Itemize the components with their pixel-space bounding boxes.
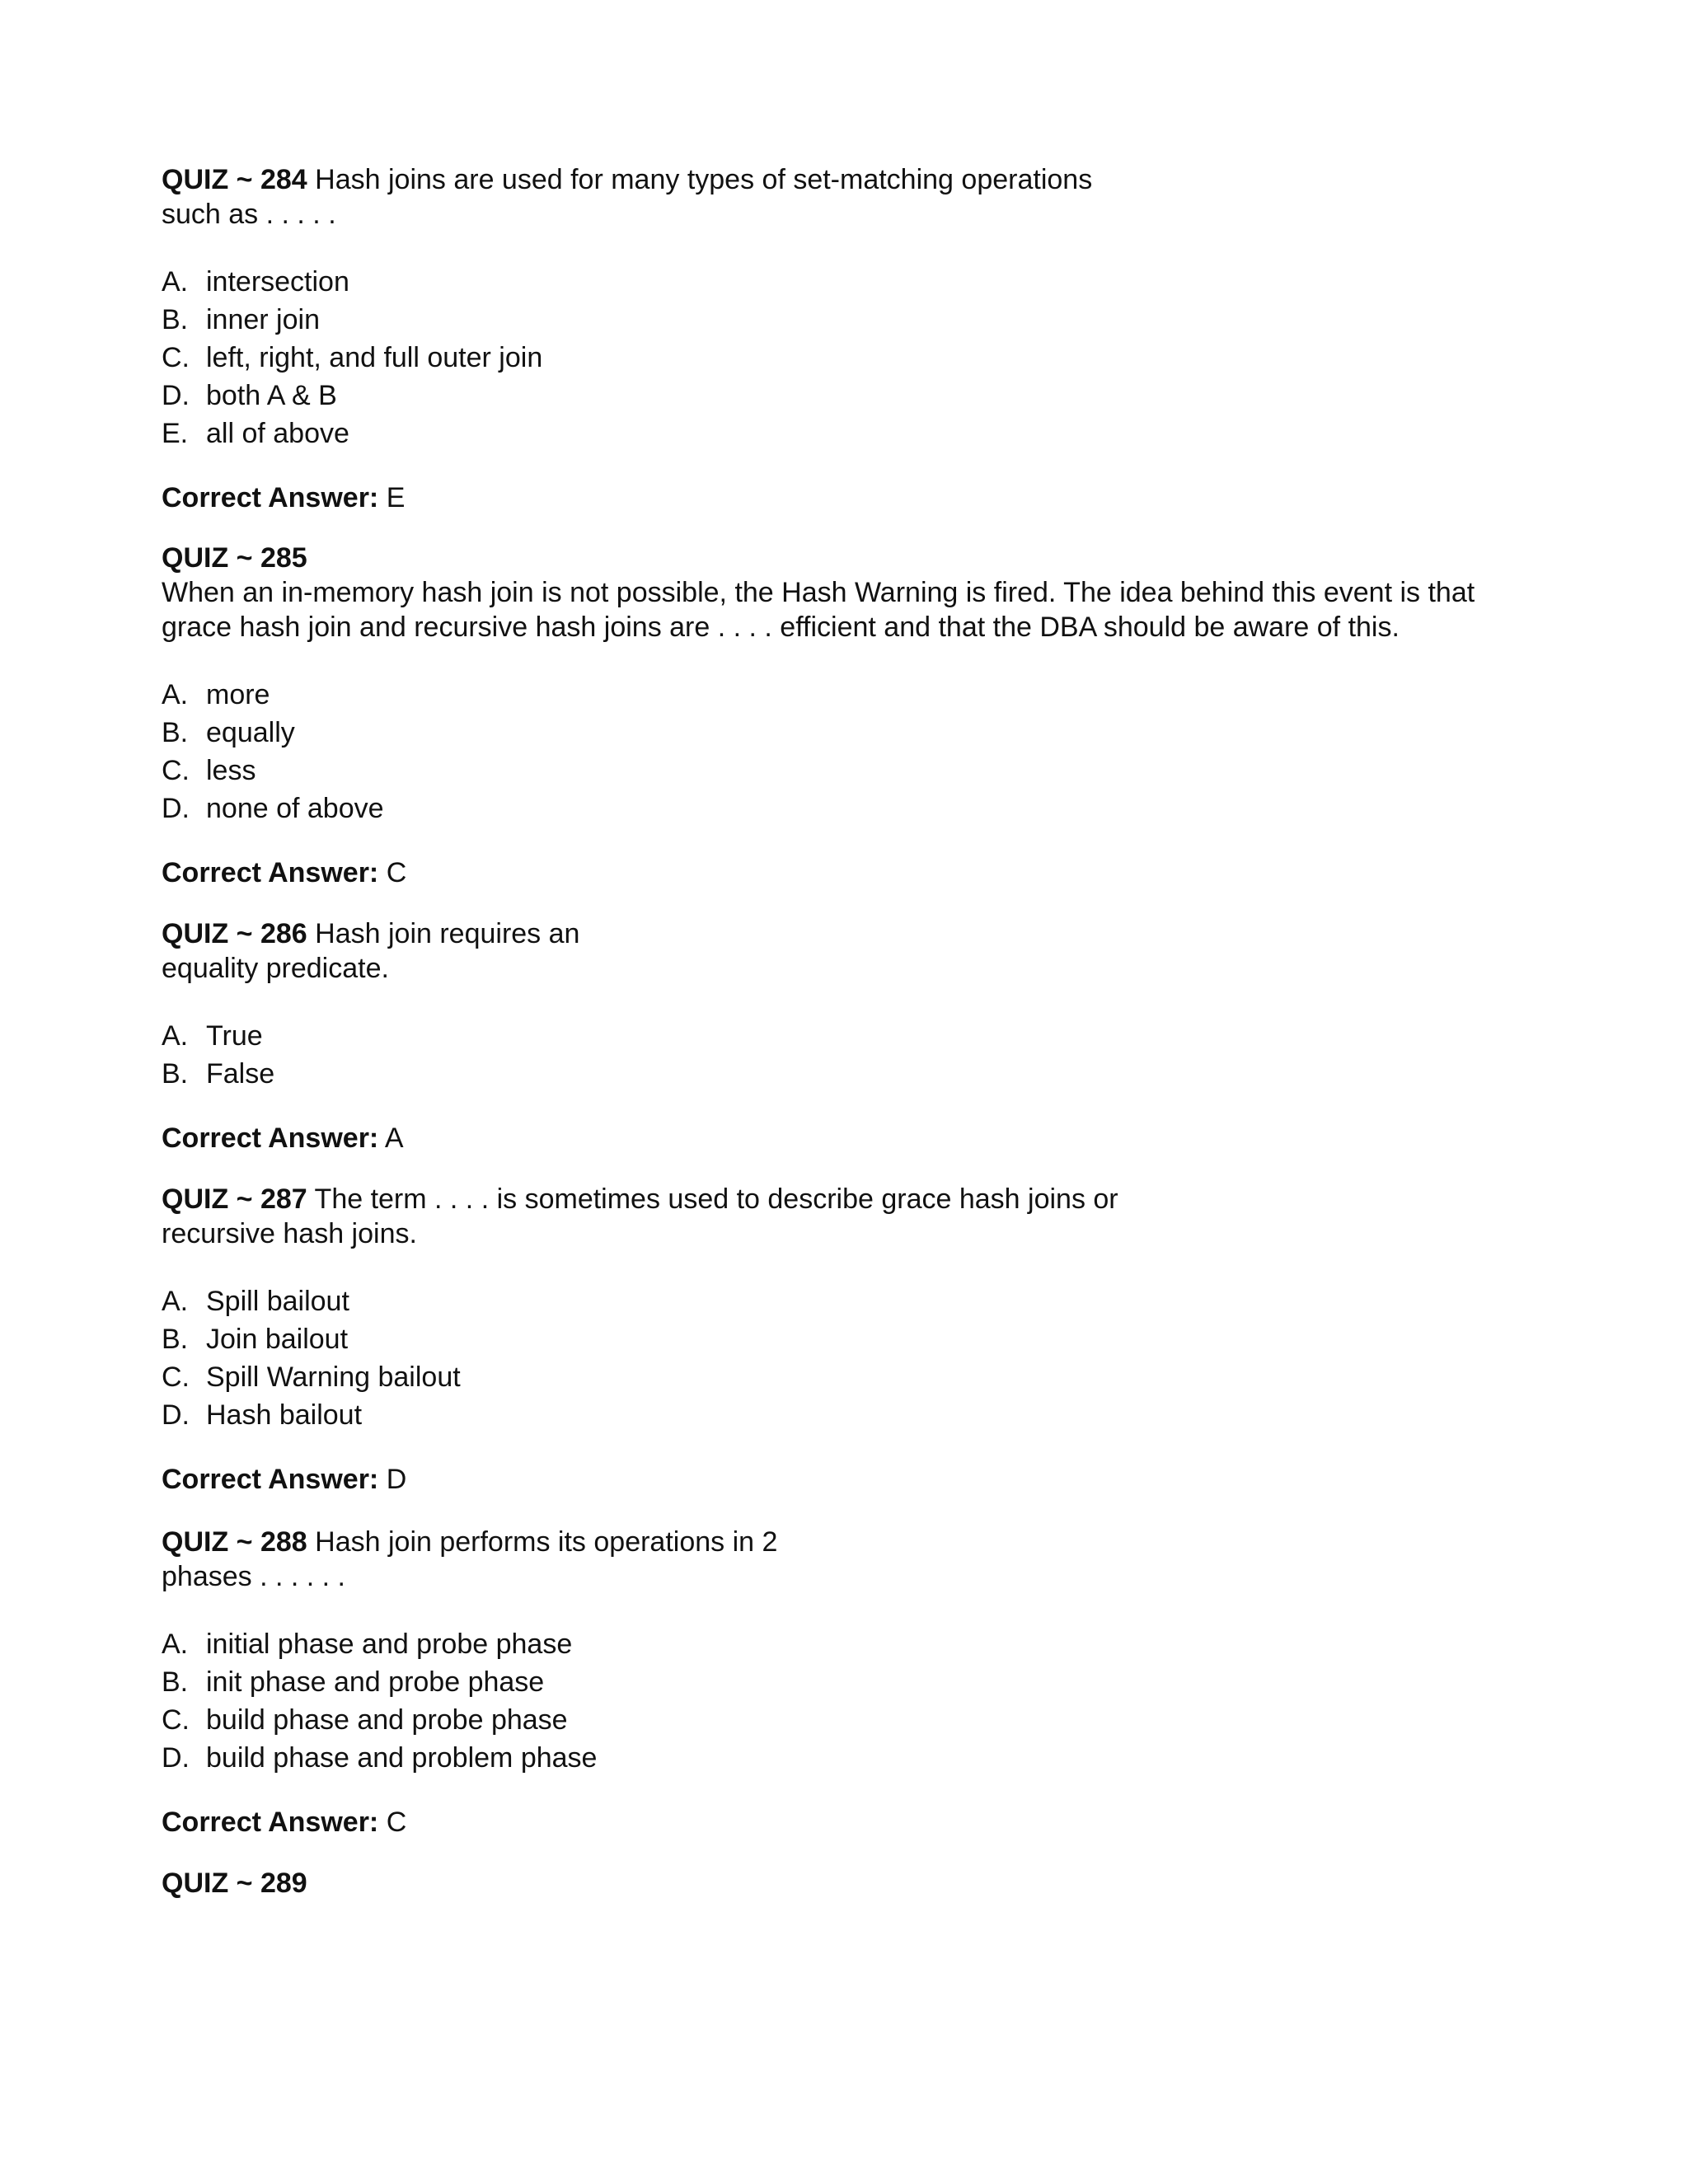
quiz-label: QUIZ ~ 284 — [162, 164, 307, 195]
option-text: initial phase and probe phase — [206, 1629, 573, 1660]
option — [162, 339, 1480, 377]
option-letter: B. — [162, 1666, 189, 1698]
option-text: Spill Warning bailout — [206, 1361, 461, 1393]
answer-label: Correct Answer: — [162, 1464, 379, 1495]
option — [162, 1055, 1480, 1093]
option-letter: D. — [162, 380, 190, 411]
option-letter: C. — [162, 1704, 190, 1736]
option-text: Hash bailout — [206, 1399, 363, 1431]
option — [162, 1625, 1480, 1663]
option-text: equally — [206, 717, 295, 748]
quiz-284 — [162, 162, 1480, 515]
option — [162, 1396, 1480, 1434]
option-text: init phase and probe phase — [206, 1666, 545, 1698]
question-text: Hash join requires an — [315, 918, 580, 949]
correct-answer — [162, 1805, 1480, 1840]
option-letter: A. — [162, 679, 189, 710]
option-letter: B. — [162, 717, 189, 748]
question-text: When an in-memory hash join is not possible, the Hash Warning is fired. The idea behind this event is that — [162, 577, 1475, 608]
option-text: none of above — [206, 793, 384, 824]
option — [162, 676, 1480, 714]
correct-answer — [162, 480, 1480, 515]
option — [162, 1663, 1480, 1701]
question-text: phases . . . . . . — [162, 1561, 345, 1592]
option — [162, 714, 1480, 752]
option — [162, 790, 1480, 827]
correct-answer — [162, 1462, 1480, 1497]
quiz-286 — [162, 916, 1480, 1155]
option — [162, 1701, 1480, 1739]
option-text: True — [206, 1020, 263, 1052]
option-letter: C. — [162, 755, 190, 786]
option-text: left, right, and full outer join — [206, 342, 543, 373]
question-text: The term . . . . is sometimes used to describe grace hash joins or — [314, 1183, 1118, 1215]
quiz-label: QUIZ ~ 285 — [162, 542, 307, 574]
option — [162, 1017, 1480, 1055]
correct-answer — [162, 855, 1480, 890]
option-letter: C. — [162, 1361, 190, 1393]
quiz-label: QUIZ ~ 288 — [162, 1526, 307, 1558]
answer-label: Correct Answer: — [162, 1122, 379, 1154]
option-text: False — [206, 1058, 275, 1090]
option — [162, 263, 1480, 301]
option-letter: A. — [162, 1020, 189, 1052]
option-letter: B. — [162, 1324, 189, 1355]
quiz-label: QUIZ ~ 287 — [162, 1183, 307, 1215]
option-letter: D. — [162, 1399, 190, 1431]
question-text: grace hash join and recursive hash joins are . . . . efficient and that the DBA should be aware of this. — [162, 612, 1400, 643]
option-text: more — [206, 679, 270, 710]
quiz-label: QUIZ ~ 286 — [162, 918, 307, 949]
option-letter: B. — [162, 304, 189, 335]
question-text: Hash joins are used for many types of set-matching operations — [315, 164, 1093, 195]
option — [162, 1282, 1480, 1320]
option-letter: C. — [162, 342, 190, 373]
option-letter: A. — [162, 1286, 189, 1317]
quiz-285 — [162, 541, 1480, 890]
option-text: intersection — [206, 266, 349, 298]
answer-value: C — [386, 857, 407, 888]
option-letter: D. — [162, 1742, 190, 1774]
option-text: Join bailout — [206, 1324, 349, 1355]
quiz-label: QUIZ ~ 289 — [162, 1868, 307, 1899]
quiz-287 — [162, 1182, 1480, 1497]
answer-value: C — [386, 1807, 407, 1838]
question-text: Hash join performs its operations in 2 — [315, 1526, 778, 1558]
option-text: all of above — [206, 418, 349, 449]
option — [162, 1358, 1480, 1396]
quiz-289 — [162, 1866, 1480, 1900]
option-letter: A. — [162, 266, 189, 298]
option-text: inner join — [206, 304, 320, 335]
correct-answer — [162, 1121, 1480, 1155]
answer-label: Correct Answer: — [162, 1807, 379, 1838]
question-text: equality predicate. — [162, 953, 389, 984]
option — [162, 1739, 1480, 1777]
question-text: such as . . . . . — [162, 199, 336, 230]
quiz-288 — [162, 1525, 1480, 1840]
option-text: less — [206, 755, 256, 786]
answer-label: Correct Answer: — [162, 857, 379, 888]
option — [162, 415, 1480, 452]
option-text: both A & B — [206, 380, 337, 411]
answer-value: A — [384, 1122, 404, 1154]
option-text: build phase and probe phase — [206, 1704, 568, 1736]
question-text: recursive hash joins. — [162, 1218, 417, 1249]
option — [162, 1320, 1480, 1358]
option-letter: B. — [162, 1058, 189, 1090]
option-text: build phase and problem phase — [206, 1742, 598, 1774]
option — [162, 752, 1480, 790]
option-text: Spill bailout — [206, 1286, 349, 1317]
option-letter: E. — [162, 418, 189, 449]
answer-value: D — [386, 1464, 407, 1495]
answer-label: Correct Answer: — [162, 482, 379, 513]
option-letter: D. — [162, 793, 190, 824]
answer-value: E — [386, 482, 406, 513]
option — [162, 377, 1480, 415]
option — [162, 301, 1480, 339]
option-letter: A. — [162, 1629, 189, 1660]
